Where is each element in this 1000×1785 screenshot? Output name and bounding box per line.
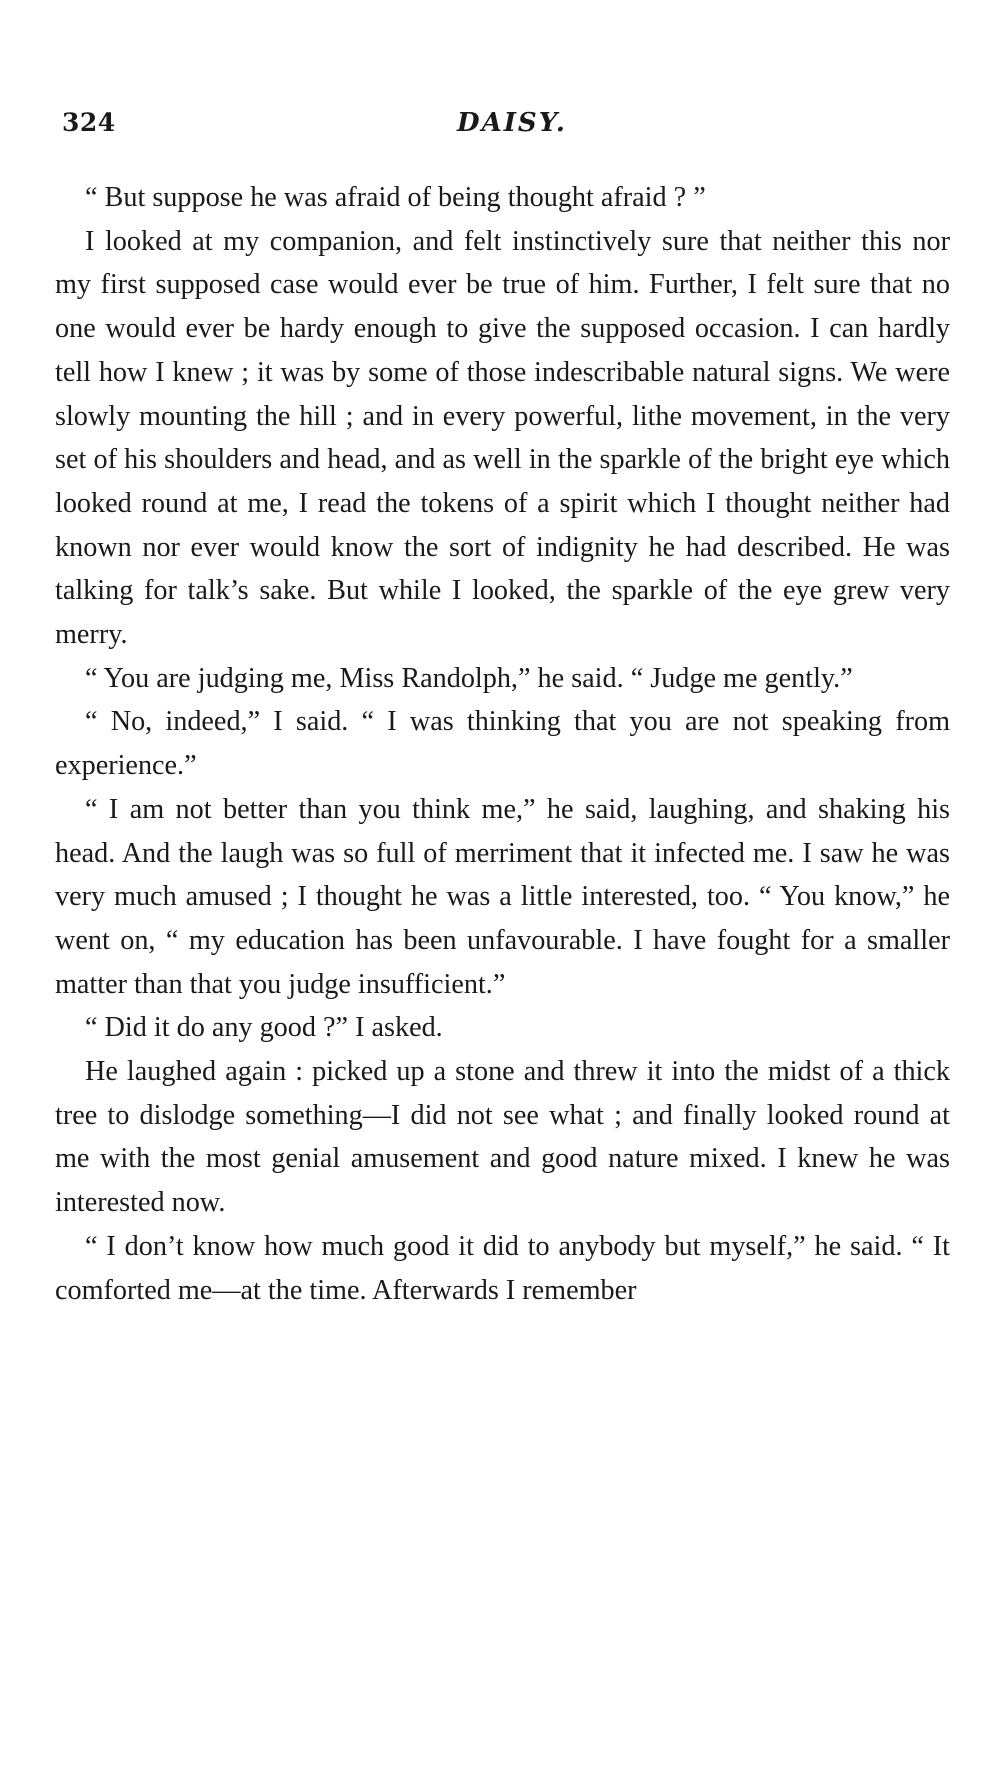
paragraph: “ Did it do any good ?” I asked. <box>85 1012 443 1044</box>
paragraph: I looked at my companion, and felt instinctively sure that neither this nor my first supposed case would ever be true of him. Further, I felt sure that no one would ever be hardy enough to give the supposed occasion. I can hardly tell how I knew ; it was by some of those indescribable natural signs. We were slowly mounting the hill ; and in every powerful, lithe movement, in the very set of his shoulders and head, and as well in the sparkle of the bright eye which looked round at me, I read the tokens of a spirit which I thought neither had known nor ever would know the sort of indignity he had described. He was talking for talk’s sake. But while I looked, the sparkle of the eye grew very merry. <box>55 225 950 651</box>
page-header <box>62 108 962 148</box>
paragraph: “ You are judging me, Miss Randolph,” he said. “ Judge me gently.” <box>85 662 853 694</box>
paragraph: “ I am not better than you think me,” he said, laughing, and shaking his head. And the laugh was so full of merriment that it infected me. I saw he was very much amused ; I thought he was a little interested, too. “ You know,” he went on, “ my education has been unfavourable. I have fought for a smaller matter than that you judge insufficient.” <box>55 793 950 1000</box>
paragraph-continued: “ I don’t know how much good it did to anybody but myself,” he said. “ It comforted me—at the time. Afterwards I remember <box>55 1230 950 1306</box>
running-title: DAISY. <box>457 108 567 138</box>
paragraph: “ No, indeed,” I said. “ I was thinking that you are not speaking from experience.” <box>55 706 950 782</box>
body-text <box>55 176 950 1312</box>
page-number: 324 <box>62 108 116 137</box>
paragraph: “ But suppose he was afraid of being thought afraid ? ” <box>85 182 706 213</box>
paragraph: He laughed again : picked up a stone and threw it into the midst of a thick tree to dislodge something—I did not see what ; and finally looked round at me with the most genial amusement and good nature mixed. I knew he was interested now. <box>55 1056 950 1219</box>
